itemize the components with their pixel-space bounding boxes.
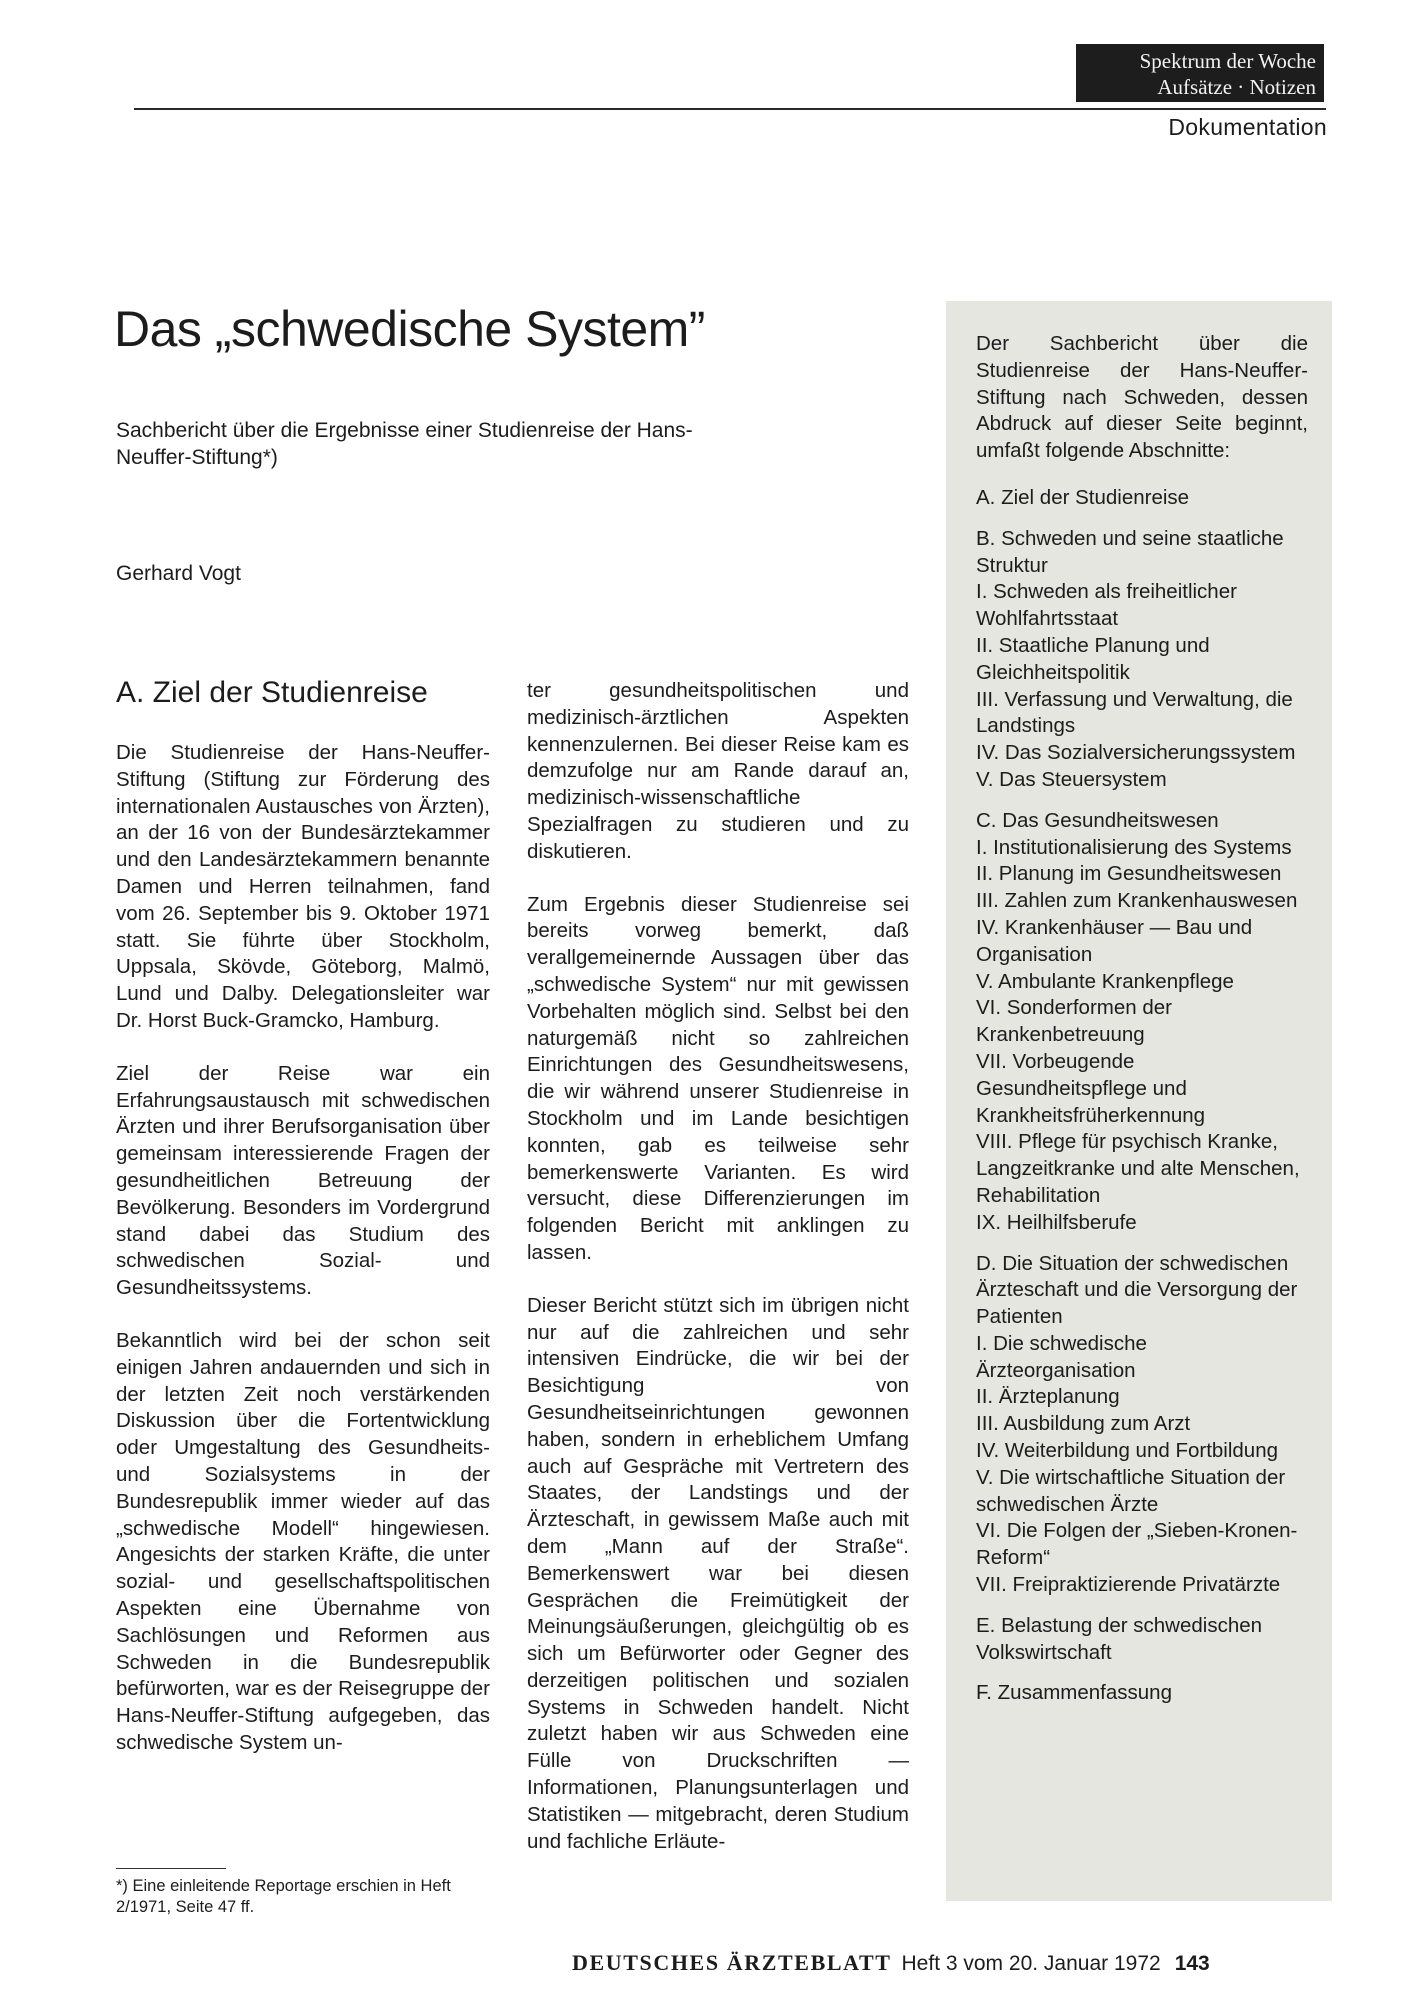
section-badge	[1076, 44, 1324, 102]
journal-name: DEUTSCHES ÄRZTEBLATT	[572, 1950, 892, 1975]
article-subtitle: Sachbericht über die Ergebnisse einer Studienreise der Hans-Neuffer-Stiftung*)	[116, 419, 693, 469]
section-label: Dokumentation	[1168, 114, 1327, 140]
contents-list	[976, 485, 1308, 1707]
contents-entry: C. Das Gesundheitswesen	[976, 808, 1219, 832]
contents-group	[976, 808, 1308, 1237]
contents-entry: V. Das Steuersystem	[976, 767, 1167, 791]
contents-entry: I. Schweden als freiheitlicher Wohlfahrtsstaat	[976, 580, 1237, 631]
paragraph: Zum Ergebnis dieser Studienreise sei bereits vorweg bemerkt, daß verallgemeinernde Aussagen über das „schwedische System“ nur mit gewissen Vorbehalten möglich sind. Selbst bei den naturgemäß nicht so zahlreichen Einrichtungen des Gesundheitswesens, die wir während unserer Studienreise in Stockholm und im Lande besichtigen konnten, gab es teilweise sehr bemerkenswerte Varianten. Es wird versucht, diese Differenzierungen im folgenden Bericht mit anklingen zu lassen.	[527, 892, 909, 1264]
badge-line-1: Spektrum der Woche	[1139, 49, 1316, 73]
contents-entry: D. Die Situation der schwedischen Ärzteschaft und die Versorgung der Patienten	[976, 1251, 1298, 1329]
article-title: Das „schwedische System”	[114, 301, 705, 357]
paragraph: Die Studienreise der Hans-Neuffer-Stiftung (Stiftung zur Förderung des internationalen Austausches von Ärzten), an der 16 von der Bundesärztekammer und den Landesärztekammern benannte Damen und Herren teilnahmen, fand vom 26. September bis 9. Oktober 1971 statt. Sie führte über Stockholm, Uppsala, Skövde, Göteborg, Malmö, Lund und Dalby. Delegationsleiter war Dr. Horst Buck-Gramcko, Hamburg.	[116, 741, 490, 1032]
contents-group	[976, 1613, 1308, 1667]
contents-entry: VI. Sonderformen der Krankenbetreuung	[976, 996, 1172, 1047]
contents-entry: V. Die wirtschaftliche Situation der schwedischen Ärzte	[976, 1465, 1286, 1516]
paragraph: Bekanntlich wird bei der schon seit einigen Jahren andauernden und sich in der letzten Zeit noch verstärkenden Diskussion über die Fortentwicklung oder Umgestaltung des Gesundheits- und Sozialsystems in der Bundesrepublik immer wieder auf das „schwedische Modell“ hingewiesen. Angesichts der starken Kräfte, die unter sozial- und gesellschaftspolitischen Aspekten eine Übernahme von Sachlösungen und Reformen aus Schweden in die Bundesrepublik befürworten, war es der Reisegruppe der Hans-Neuffer-Stiftung aufgegeben, das schwedische System un-	[116, 1328, 490, 1754]
contents-entry: E. Belastung der schwedischen Volkswirtschaft	[976, 1613, 1263, 1664]
contents-entry: I. Institutionalisierung des Systems	[976, 835, 1292, 859]
contents-entry: IX. Heilhilfsberufe	[976, 1210, 1137, 1234]
text-column-middle	[527, 678, 909, 1881]
issue-info: Heft 3 vom 20. Januar 1972	[901, 1952, 1161, 1975]
contents-entry: VII. Freipraktizierende Privatärzte	[976, 1573, 1281, 1597]
contents-entry: III. Ausbildung zum Arzt	[976, 1412, 1191, 1436]
footnote: *) Eine einleitende Reportage erschien in Heft 2/1971, Seite 47 ff.	[116, 1877, 451, 1916]
contents-entry: V. Ambulante Krankenpflege	[976, 969, 1234, 993]
contents-group	[976, 1680, 1308, 1707]
author-name: Gerhard Vogt	[116, 562, 241, 585]
contents-entry: IV. Weiterbildung und Fortbildung	[976, 1439, 1279, 1463]
contents-entry: F. Zusammenfassung	[976, 1681, 1172, 1705]
contents-group	[976, 485, 1308, 512]
contents-entry: VII. Vorbeugende Gesundheitspflege und Krankheitsfrüherkennung	[976, 1049, 1206, 1127]
contents-entry: VIII. Pflege für psychisch Kranke, Langzeitkranke und alte Menschen, Rehabilitation	[976, 1130, 1300, 1207]
paragraph: Ziel der Reise war ein Erfahrungsaustausch mit schwedischen Ärzten und ihrer Berufsorganisation über gemeinsam interessierende Fragen der gesundheitlichen Betreuung der Bevölkerung. Besonders im Vordergrund stand dabei das Studium des schwedischen Sozial- und Gesundheitssystems.	[116, 1061, 490, 1300]
badge-line-2: Aufsätze · Notizen	[1157, 75, 1316, 99]
page-number: 143	[1174, 1952, 1210, 1975]
contents-entry: III. Zahlen zum Krankenhauswesen	[976, 889, 1298, 913]
text-column-left	[116, 740, 490, 1783]
contents-entry: B. Schweden und seine staatliche Struktur	[976, 526, 1284, 577]
paragraph: ter gesundheitspolitischen und medizinisch-ärztlichen Aspekten kennenzulernen. Bei dieser Reise kam es demzufolge nur am Rande darauf an, medizinisch-wissenschaftliche Spezialfragen zu studieren und zu diskutieren.	[527, 679, 909, 863]
contents-entry: II. Staatliche Planung und Gleichheitspolitik	[976, 633, 1210, 684]
contents-entry: IV. Krankenhäuser — Bau und Organisation	[976, 915, 1253, 966]
contents-entry: II. Planung im Gesundheitswesen	[976, 862, 1282, 886]
contents-entry: VI. Die Folgen der „Sieben-Kronen-Reform“	[976, 1519, 1298, 1570]
header-rule	[134, 108, 1326, 110]
contents-entry: A. Ziel der Studienreise	[976, 485, 1190, 509]
section-heading: A. Ziel der Studienreise	[116, 676, 428, 709]
contents-entry: II. Ärzteplanung	[976, 1385, 1120, 1409]
contents-entry: I. Die schwedische Ärzteorganisation	[976, 1331, 1147, 1382]
contents-intro: Der Sachbericht über die Studienreise der Hans-Neuffer-Stiftung nach Schweden, dessen Abdruck auf dieser Seite beginnt, umfaßt folgende Abschnitte:	[976, 332, 1308, 463]
contents-entry: III. Verfassung und Verwaltung, die Landstings	[976, 687, 1293, 738]
contents-sidebar	[946, 301, 1332, 1901]
contents-group	[976, 526, 1308, 794]
contents-entry: IV. Das Sozialversicherungssystem	[976, 741, 1296, 765]
paragraph: Dieser Bericht stützt sich im übrigen nicht nur auf die zahlreichen und sehr intensiven Eindrücke, die wir bei der Besichtigung von Gesundheitseinrichtungen gewonnen haben, sondern in erheblichem Umfang auch auf Gespräche mit Vertretern des Staates, der Landstings und der Ärzteschaft, in gewissem Maße auch mit dem „Mann auf der Straße“. Bemerkenswert war bei diesen Gesprächen die Freimütigkeit der Meinungsäußerungen, gleichgültig ob es sich um Befürworter oder Gegner des derzeitigen politischen und sozialen Systems in Schweden handelt. Nicht zuletzt haben wir aus Schweden eine Fülle von Druckschriften — Informationen, Planungsunterlagen und Statistiken — mitgebracht, deren Studium und fachliche Erläute-	[527, 1293, 909, 1853]
contents-group	[976, 1251, 1308, 1599]
footnote-rule	[116, 1868, 226, 1869]
page-footer	[572, 1950, 1210, 1976]
